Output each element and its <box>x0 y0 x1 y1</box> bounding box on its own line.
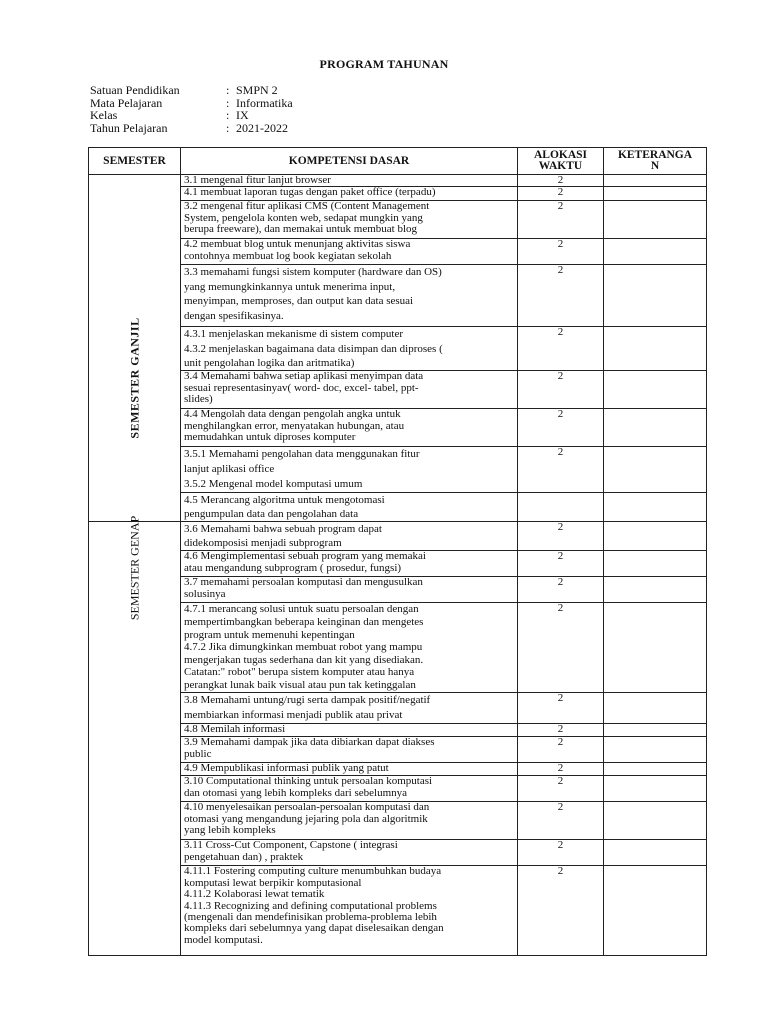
alokasi-cell: 2 <box>518 802 604 840</box>
keterangan-cell <box>604 802 707 840</box>
table-row <box>89 802 707 840</box>
semester-genap-cell <box>89 516 181 956</box>
alokasi-cell: 2 <box>518 840 604 866</box>
table-row <box>89 327 707 371</box>
keterangan-cell <box>604 522 707 551</box>
keterangan-cell <box>604 201 707 239</box>
keterangan-cell <box>604 409 707 447</box>
table-row <box>89 551 707 577</box>
kd-cell: 3.4 Memahami bahwa setiap aplikasi menyimpan data sesuai representasinyav( word- doc, excel- tabel, ppt- slides) <box>181 371 518 409</box>
meta-value: SMPN 2 <box>236 83 278 97</box>
keterangan-cell <box>604 239 707 265</box>
kd-cell: 3.1 mengenal fitur lanjut browser <box>181 175 518 187</box>
alokasi-cell: 2 <box>518 371 604 409</box>
kd-cell: 4.4 Mengolah data dengan pengolah angka untuk menghilangkan error, menyatakan hubungan, atau memudahkan untuk diproses komputer <box>181 409 518 447</box>
header-semester: SEMESTER <box>89 148 181 175</box>
table-row <box>89 201 707 239</box>
meta-colon: : <box>226 95 230 110</box>
table-row <box>89 493 707 522</box>
table-row <box>89 737 707 763</box>
semester-genap-label: SEMESTER GENAP <box>127 516 141 621</box>
keterangan-cell <box>604 493 707 522</box>
kd-cell: 3.2 mengenal fitur aplikasi CMS (Content Management System, pengelola konten web, sedapat mungkin yang berupa freeware), dan memakai untuk membuat blog <box>181 201 518 239</box>
table-row <box>89 840 707 866</box>
meta-colon: : <box>226 120 230 135</box>
table-row <box>89 447 707 493</box>
keterangan-cell <box>604 327 707 371</box>
alokasi-cell: 2 <box>518 201 604 239</box>
keterangan-cell <box>604 724 707 737</box>
meta-label: Tahun Pelajaran <box>90 120 168 135</box>
kd-cell: 4.3.1 menjelaskan mekanisme di sistem computer 4.3.2 menjelaskan bagaimana data disimpan dan diproses ( unit pengolahan logika dan aritmatika) <box>181 327 518 371</box>
meta-label: Kelas <box>90 108 118 122</box>
keterangan-cell <box>604 175 707 187</box>
keterangan-cell <box>604 693 707 724</box>
keterangan-cell <box>604 603 707 693</box>
alokasi-cell: 2 <box>518 187 604 201</box>
document-title: PROGRAM TAHUNAN <box>319 57 449 71</box>
meta-label: Satuan Pendidikan <box>90 83 180 97</box>
kd-cell: 3.7 memahami persoalan komputasi dan mengusulkan solusinya <box>181 577 518 603</box>
table-row <box>89 239 707 265</box>
meta-row-satuan <box>90 84 293 97</box>
kd-cell: 4.7.1 merancang solusi untuk suatu persoalan dengan mempertimbangkan beberapa keinginan dan mengetes program untuk memenuhi kepentingan 4.7.2 Jika dimungkinkan membuat robot yang mampu mengerjakan tugas sederhana dan kit yang disediakan. Catatan:" robot" berupa sistem komputer atau hanya perangkat lunak baik visual atau pun tak ketinggalan <box>181 603 518 693</box>
alokasi-cell: 2 <box>518 763 604 776</box>
table-row <box>89 693 707 724</box>
table-row <box>89 522 707 551</box>
keterangan-cell <box>604 187 707 201</box>
alokasi-cell: 2 <box>518 175 604 187</box>
table-row <box>89 603 707 693</box>
meta-row-mapel <box>90 97 293 110</box>
table-row <box>89 175 707 187</box>
alokasi-cell: 2 <box>518 447 604 493</box>
keterangan-cell <box>604 840 707 866</box>
header-kompetensi: KOMPETENSI DASAR <box>181 148 518 175</box>
keterangan-cell <box>604 737 707 763</box>
alokasi-cell: 2 <box>518 737 604 763</box>
kd-cell: 3.8 Memahami untung/rugi serta dampak positif/negatif membiarkan informasi menjadi publik atau privat <box>181 693 518 724</box>
semester-ganjil-cell <box>89 175 181 522</box>
alokasi-cell: 2 <box>518 693 604 724</box>
header-keterangan: KETERANGA N <box>604 148 707 175</box>
alokasi-cell: 2 <box>518 409 604 447</box>
alokasi-cell: 2 <box>518 327 604 371</box>
kd-cell: 3.10 Computational thinking untuk persoalan komputasi dan otomasi yang lebih kompleks dari sebelumnya <box>181 776 518 802</box>
keterangan-cell <box>604 577 707 603</box>
kd-cell: 4.8 Memilah informasi <box>181 724 518 737</box>
kd-cell: 4.1 membuat laporan tugas dengan paket office (terpadu) <box>181 187 518 201</box>
alokasi-cell: 2 <box>518 265 604 327</box>
kd-cell: 3.9 Memahami dampak jika data dibiarkan dapat diakses public <box>181 737 518 763</box>
keterangan-cell <box>604 371 707 409</box>
alokasi-cell: 2 <box>518 866 604 956</box>
table-row <box>89 866 707 956</box>
meta-row-kelas <box>90 109 293 122</box>
table-row <box>89 187 707 201</box>
kd-cell: 3.11 Cross-Cut Component, Capstone ( integrasi pengetahuan dan) , praktek <box>181 840 518 866</box>
meta-colon: : <box>226 108 230 122</box>
table-row <box>89 763 707 776</box>
kd-cell: 3.6 Memahami bahwa sebuah program dapat didekomposisi menjadi subprogram <box>181 522 518 551</box>
alokasi-cell: 2 <box>518 724 604 737</box>
kd-cell: 4.2 membuat blog untuk menunjang aktivitas siswa contohnya membuat log book kegiatan sekolah <box>181 239 518 265</box>
table-row <box>89 724 707 737</box>
kd-cell: 4.11.1 Fostering computing culture menumbuhkan budaya komputasi lewat berpikir komputasional 4.11.2 Kolaborasi lewat tematik 4.11.3 Recognizing and defining computational problems (mengenali dan mendefinisikan problema-problema lebih kompleks dari sebelumnya yang dapat diselesaikan dengan model komputasi. <box>181 866 518 956</box>
meta-label: Mata Pelajaran <box>90 95 163 110</box>
table-row <box>89 409 707 447</box>
keterangan-cell <box>604 447 707 493</box>
alokasi-cell <box>518 493 604 522</box>
kd-cell: 4.9 Mempublikasi informasi publik yang patut <box>181 763 518 776</box>
kd-cell: 3.3 memahami fungsi sistem komputer (hardware dan OS) yang memungkinkannya untuk menerima input, menyimpan, memproses, dan output kan data sesuai dengan spesifikasinya. <box>181 265 518 327</box>
keterangan-cell <box>604 776 707 802</box>
alokasi-cell: 2 <box>518 776 604 802</box>
kd-cell: 3.5.1 Memahami pengolahan data menggunakan fitur lanjut aplikasi office 3.5.2 Mengenal model komputasi umum <box>181 447 518 493</box>
table-header-row <box>89 148 707 175</box>
meta-row-tahun <box>90 122 293 135</box>
keterangan-cell <box>604 866 707 956</box>
program-table <box>88 147 707 956</box>
meta-value: IX <box>236 108 249 122</box>
kd-cell: 4.10 menyelesaikan persoalan-persoalan komputasi dan otomasi yang mengandung jejaring pola dan algoritmik yang lebih kompleks <box>181 802 518 840</box>
table-row <box>89 776 707 802</box>
alokasi-cell: 2 <box>518 551 604 577</box>
meta-colon: : <box>226 83 230 97</box>
keterangan-cell <box>604 551 707 577</box>
keterangan-cell <box>604 265 707 327</box>
table-row <box>89 577 707 603</box>
table-row <box>89 371 707 409</box>
table-row <box>89 265 707 327</box>
keterangan-cell <box>604 763 707 776</box>
semester-ganjil-label: SEMESTER GANJIL <box>127 317 141 439</box>
alokasi-cell: 2 <box>518 577 604 603</box>
kd-cell: 4.5 Merancang algoritma untuk mengotomasi pengumpulan data dan pengolahan data <box>181 493 518 522</box>
identity-block <box>90 84 293 134</box>
alokasi-cell: 2 <box>518 239 604 265</box>
kd-cell: 4.6 Mengimplementasi sebuah program yang memakai atau mengandung subprogram ( prosedur, fungsi) <box>181 551 518 577</box>
meta-value: Informatika <box>236 95 293 110</box>
header-alokasi: ALOKASI WAKTU <box>518 148 604 175</box>
alokasi-cell: 2 <box>518 603 604 693</box>
meta-value: 2021-2022 <box>236 120 288 135</box>
alokasi-cell: 2 <box>518 522 604 551</box>
